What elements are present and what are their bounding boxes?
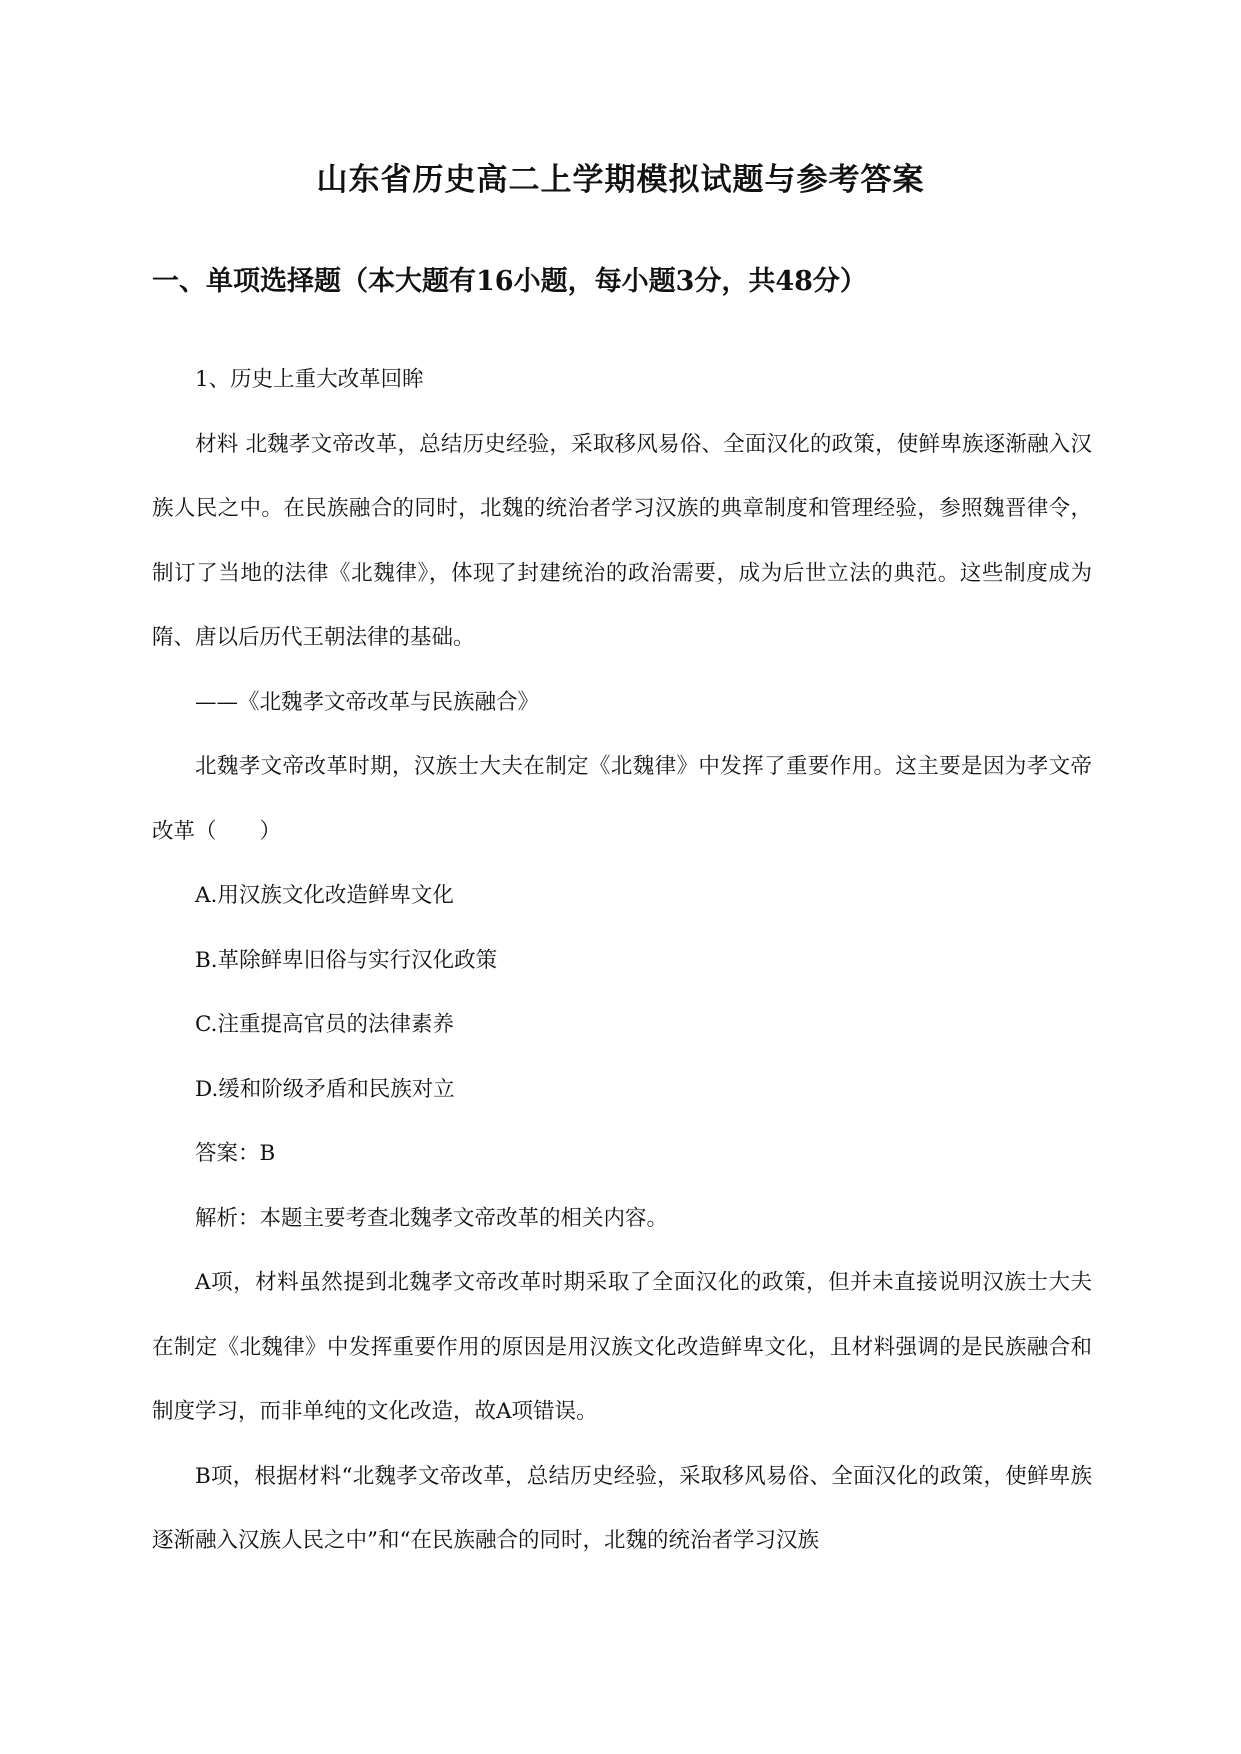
analysis-option-a: A项，材料虽然提到北魏孝文帝改革时期采取了全面汉化的政策，但并未直接说明汉族士大夫在制定《北魏律》中发挥重要作用的原因是用汉族文化改造鲜卑文化，且材料强调的是民族融合和制度学习，而非单纯的文化改造，故A项错误。 [152,1270,1092,1424]
question-material: 材料 北魏孝文帝改革，总结历史经验，采取移风易俗、全面汉化的政策，使鲜卑族逐渐融入汉族人民之中。在民族融合的同时，北魏的统治者学习汉族的典章制度和管理经验，参照魏晋律令，制订了当地的法律《北魏律》，体现了封建统治的政治需要，成为后世立法的典范。这些制度成为隋、唐以后历代王朝法律的基础。 [152,431,1092,650]
option-a: A.用汉族文化改造鲜卑文化 [195,883,454,908]
option-d: D.缓和阶级矛盾和民族对立 [195,1076,455,1102]
analysis-intro: 解析：本题主要考查北魏孝文帝改革的相关内容。 [195,1205,669,1231]
question-body [152,348,1092,1574]
question-heading: 1、历史上重大改革回眸 [195,367,424,392]
document-title: 山东省历史高二上学期模拟试题与参考答案 [316,162,925,198]
material-source: ——《北魏孝文帝改革与民族融合》 [195,689,540,715]
answer-line: 答案：B [195,1141,276,1166]
option-b: B.革除鲜卑旧俗与实行汉化政策 [195,947,498,973]
question-stem: 北魏孝文帝改革时期，汉族士大夫在制定《北魏律》中发挥了重要作用。这主要是因为孝文帝改革（ ） [152,754,1092,844]
analysis-option-b: B项，根据材料“北魏孝文帝改革，总结历史经验，采取移风易俗、全面汉化的政策，使鲜卑族逐渐融入汉族人民之中”和“在民族融合的同时，北魏的统治者学习汉族 [152,1463,1092,1553]
option-c: C.注重提高官员的法律素养 [195,1012,455,1037]
section-heading: 一、单项选择题（本大题有16小题，每小题3分，共48分） [152,266,867,297]
